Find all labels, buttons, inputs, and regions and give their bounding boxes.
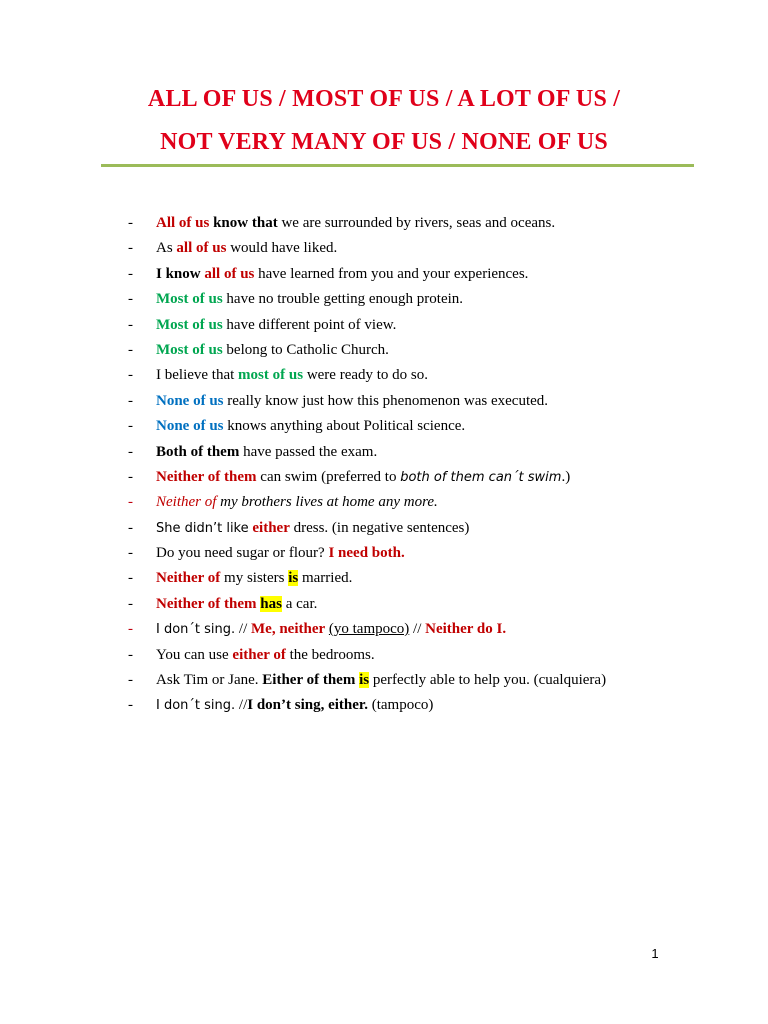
bullet-dash: - — [128, 468, 133, 485]
bullet-dash: - — [128, 672, 133, 689]
segment: I don’t sing, either. — [247, 697, 368, 714]
title-line-2: NOT VERY MANY OF US / NONE OF US — [160, 129, 608, 155]
list-item — [128, 492, 728, 517]
segment: have different point of view. — [222, 316, 397, 333]
segment: belong to Catholic Church. — [222, 341, 389, 358]
segment: my brothers lives at home any more. — [216, 494, 438, 511]
example-list — [128, 213, 728, 721]
segment: She didn’t like — [156, 520, 249, 536]
bullet-dash: - — [128, 443, 133, 460]
segment: Neither of them — [156, 468, 257, 485]
highlighted-verb: is — [359, 672, 370, 689]
segment: Most of us — [156, 341, 223, 358]
segment: can swim (preferred to — [256, 468, 401, 485]
segment: a car. — [281, 595, 318, 612]
bullet-dash: - — [128, 215, 133, 231]
segment: Most of us — [156, 291, 223, 308]
bullet-dash: - — [128, 240, 133, 257]
bullet-dash: - — [128, 418, 133, 435]
segment: Either of them — [262, 672, 356, 689]
segment: None of us — [156, 418, 224, 435]
segment: Neither do I. — [425, 621, 507, 638]
highlighted-verb: is — [288, 570, 299, 587]
bullet-dash: - — [128, 494, 133, 511]
segment: married. — [298, 570, 353, 587]
segment: both of them can´t swim — [400, 469, 562, 485]
segment: I don´t sing. — [156, 698, 236, 714]
bullet-dash: - — [128, 621, 133, 638]
list-item — [128, 594, 728, 619]
segment: I believe that — [156, 367, 239, 384]
segment: were ready to do so. — [303, 367, 429, 384]
bullet-dash: - — [128, 570, 133, 587]
list-item — [128, 695, 728, 720]
bullet-dash: - — [128, 316, 133, 333]
segment: Do you need sugar or flour? — [156, 545, 329, 562]
bullet-dash: - — [128, 595, 133, 612]
segment: all of us — [176, 240, 227, 257]
list-item — [128, 391, 728, 416]
segment: we are surrounded by rivers, seas and oceans. — [277, 215, 556, 231]
bullet-dash: - — [128, 392, 133, 409]
segment: Ask Tim or Jane. — [156, 672, 263, 689]
segment: perfectly able to help you. (cualquiera) — [369, 672, 607, 689]
list-item — [128, 264, 728, 289]
list-item — [128, 340, 728, 365]
bullet-dash: - — [128, 697, 133, 714]
segment: // — [235, 621, 251, 638]
segment: All of us — [156, 215, 210, 231]
title-line-1: ALL OF US / MOST OF US / A LOT OF US / — [147, 86, 621, 112]
segment: Neither of — [156, 570, 221, 587]
segment: I know — [156, 265, 201, 282]
segment: .) — [561, 468, 571, 485]
list-item — [128, 619, 728, 644]
segment: I don´t sing. — [156, 622, 236, 638]
segment: would have liked. — [226, 240, 338, 257]
list-item — [128, 365, 728, 390]
underlined-translation: (yo tampoco) — [328, 621, 410, 638]
list-item — [128, 442, 728, 467]
segment: As — [156, 240, 177, 257]
segment: either — [252, 519, 290, 536]
segment: // — [235, 697, 248, 714]
list-item — [128, 543, 728, 568]
segment: all of us — [204, 265, 255, 282]
segment: Neither of — [156, 494, 217, 511]
segment: Me, neither — [251, 621, 326, 638]
bullet-dash: - — [128, 646, 133, 663]
segment: the bedrooms. — [285, 646, 375, 663]
list-item — [128, 467, 728, 492]
bullet-dash: - — [128, 265, 133, 282]
segment: I need both. — [328, 545, 405, 562]
page-number: 1 — [651, 946, 659, 961]
list-item — [128, 670, 728, 695]
list-item — [128, 645, 728, 670]
list-item — [128, 289, 728, 314]
bullet-dash: - — [128, 341, 133, 358]
segment: really know just how this phenomenon was executed. — [223, 392, 549, 409]
bullet-dash: - — [128, 545, 133, 562]
segment: Neither of them — [156, 595, 257, 612]
segment: have no trouble getting enough protein. — [222, 291, 464, 308]
segment: knows anything about Political science. — [223, 418, 466, 435]
segment: Both of them — [156, 443, 240, 460]
segment: either of — [232, 646, 286, 663]
segment: You can use — [156, 646, 233, 663]
segment: have passed the exam. — [239, 443, 378, 460]
highlighted-verb: has — [260, 595, 282, 612]
list-item — [128, 315, 728, 340]
segment: // — [409, 621, 426, 638]
segment: my sisters — [220, 570, 289, 587]
segment: most of us — [238, 367, 304, 384]
segment: dress. (in negative sentences) — [289, 519, 470, 536]
segment: (tampoco) — [367, 697, 434, 714]
segment: have learned from you and your experiences. — [254, 265, 529, 282]
list-item — [128, 568, 728, 593]
bullet-dash: - — [128, 367, 133, 384]
list-item — [128, 416, 728, 441]
bullet-dash: - — [128, 519, 133, 536]
segment: Most of us — [156, 316, 223, 333]
segment: None of us — [156, 392, 224, 409]
segment: know that — [209, 215, 278, 231]
list-item — [128, 238, 728, 263]
bullet-dash: - — [128, 291, 133, 308]
title-divider — [101, 164, 694, 167]
list-item — [128, 518, 728, 543]
list-item — [128, 213, 728, 238]
